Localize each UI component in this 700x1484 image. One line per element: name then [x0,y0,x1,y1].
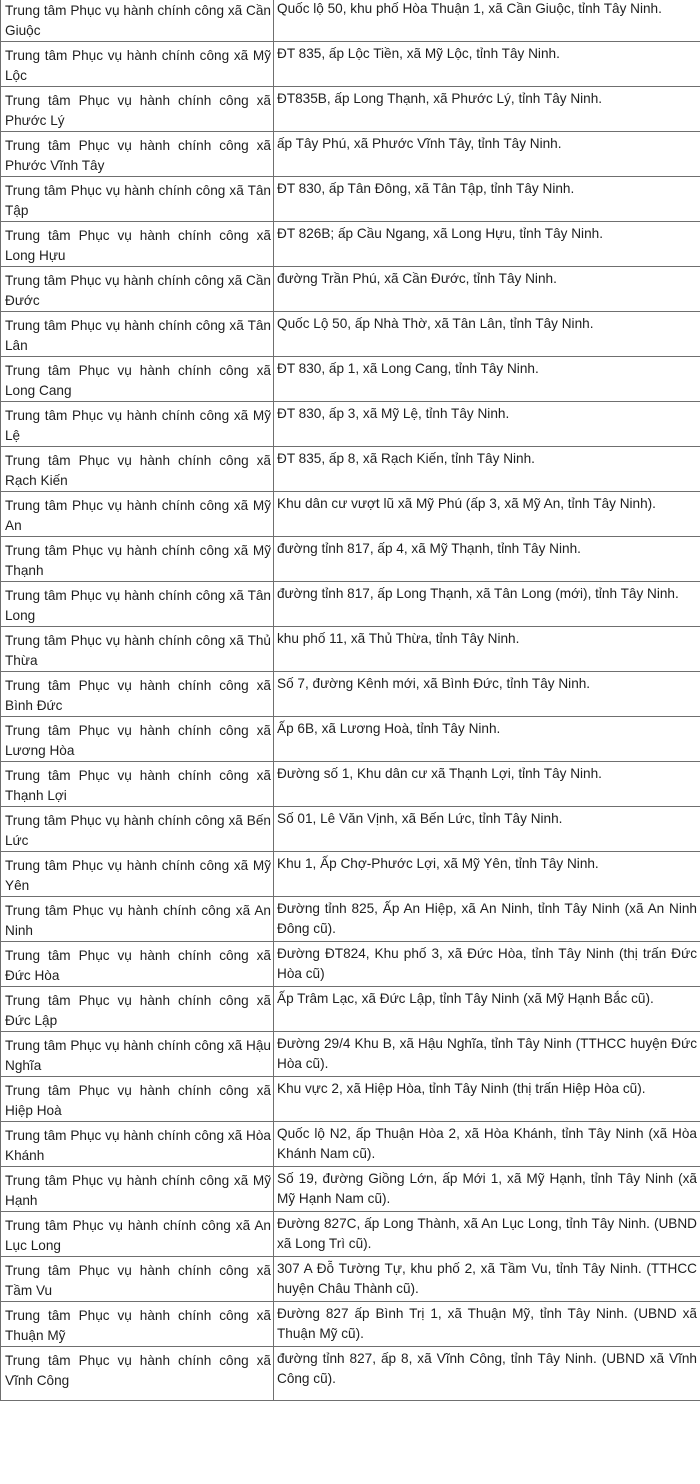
address-cell: ĐT 830, ấp 1, xã Long Cang, tỉnh Tây Ninh. [274,357,700,402]
office-name-cell: Trung tâm Phục vụ hành chính công xã An Ninh [1,897,274,942]
address-cell: Khu dân cư vượt lũ xã Mỹ Phú (ấp 3, xã Mỹ An, tỉnh Tây Ninh). [274,492,700,537]
office-name-cell: Trung tâm Phục vụ hành chính công xã Hiệp Hoà [1,1077,274,1122]
table-row [1,1302,700,1347]
office-name-cell: Trung tâm Phục vụ hành chính công xã Hậu Nghĩa [1,1032,274,1077]
table-row [1,852,700,897]
table-row [1,1212,700,1257]
address-cell: ĐT 835, ấp Lộc Tiền, xã Mỹ Lộc, tỉnh Tây Ninh. [274,42,700,87]
office-name-cell: Trung tâm Phục vụ hành chính công xã Tân Long [1,582,274,627]
office-name-cell: Trung tâm Phục vụ hành chính công xã Vĩnh Công [1,1347,274,1401]
address-cell: Quốc Lộ 50, ấp Nhà Thờ, xã Tân Lân, tỉnh Tây Ninh. [274,312,700,357]
table-row [1,1122,700,1167]
table-row [1,402,700,447]
address-cell: khu phố 11, xã Thủ Thừa, tỉnh Tây Ninh. [274,627,700,672]
address-cell: Đường 29/4 Khu B, xã Hậu Nghĩa, tỉnh Tây Ninh (TTHCC huyện Đức Hòa cũ). [274,1032,700,1077]
table-row [1,942,700,987]
table-row [1,447,700,492]
office-name-cell: Trung tâm Phục vụ hành chính công xã Hòa Khánh [1,1122,274,1167]
table-row [1,42,700,87]
table-row [1,1032,700,1077]
address-cell: Ấp Trâm Lạc, xã Đức Lập, tỉnh Tây Ninh (xã Mỹ Hạnh Bắc cũ). [274,987,700,1032]
table-row [1,1257,700,1302]
office-name-cell: Trung tâm Phục vụ hành chính công xã Thủ Thừa [1,627,274,672]
address-cell: Khu 1, Ấp Chợ-Phước Lợi, xã Mỹ Yên, tỉnh Tây Ninh. [274,852,700,897]
address-cell: Quốc lộ 50, khu phố Hòa Thuận 1, xã Cần Giuộc, tỉnh Tây Ninh. [274,0,700,42]
office-name-cell: Trung tâm Phục vụ hành chính công xã Tân Lân [1,312,274,357]
address-cell: đường Trần Phú, xã Cần Đước, tỉnh Tây Ninh. [274,267,700,312]
table-row [1,222,700,267]
table-row [1,0,700,42]
address-cell: Số 01, Lê Văn Vịnh, xã Bến Lức, tỉnh Tây Ninh. [274,807,700,852]
address-cell: Quốc lộ N2, ấp Thuận Hòa 2, xã Hòa Khánh, tỉnh Tây Ninh (xã Hòa Khánh Nam cũ). [274,1122,700,1167]
address-cell: Đường tỉnh 825, Ấp An Hiệp, xã An Ninh, tỉnh Tây Ninh (xã An Ninh Đông cũ). [274,897,700,942]
office-name-cell: Trung tâm Phục vụ hành chính công xã Mỹ Hạnh [1,1167,274,1212]
office-name-cell: Trung tâm Phục vụ hành chính công xã Phước Lý [1,87,274,132]
address-cell: ĐT 835, ấp 8, xã Rạch Kiến, tỉnh Tây Ninh. [274,447,700,492]
table-row [1,1077,700,1122]
address-cell: 307 A Đỗ Tường Tự, khu phố 2, xã Tầm Vu, tỉnh Tây Ninh. (TTHCC huyện Châu Thành cũ). [274,1257,700,1302]
address-cell: ĐT 826B; ấp Cầu Ngang, xã Long Hựu, tỉnh Tây Ninh. [274,222,700,267]
office-name-cell: Trung tâm Phục vụ hành chính công xã Long Cang [1,357,274,402]
address-cell: ĐT 830, ấp Tân Đông, xã Tân Tập, tỉnh Tây Ninh. [274,177,700,222]
office-name-cell: Trung tâm Phục vụ hành chính công xã Mỹ Thạnh [1,537,274,582]
office-name-cell: Trung tâm Phục vụ hành chính công xã An Lục Long [1,1212,274,1257]
table-row [1,1167,700,1212]
address-cell: ấp Tây Phú, xã Phước Vĩnh Tây, tỉnh Tây Ninh. [274,132,700,177]
office-name-cell: Trung tâm Phục vụ hành chính công xã Long Hựu [1,222,274,267]
address-cell: ĐT835B, ấp Long Thạnh, xã Phước Lý, tỉnh Tây Ninh. [274,87,700,132]
address-cell: ĐT 830, ấp 3, xã Mỹ Lệ, tỉnh Tây Ninh. [274,402,700,447]
address-cell: Khu vực 2, xã Hiệp Hòa, tỉnh Tây Ninh (thị trấn Hiệp Hòa cũ). [274,1077,700,1122]
office-name-cell: Trung tâm Phục vụ hành chính công xã Phước Vĩnh Tây [1,132,274,177]
office-name-cell: Trung tâm Phục vụ hành chính công xã Lương Hòa [1,717,274,762]
address-cell: đường tỉnh 827, ấp 8, xã Vĩnh Công, tỉnh Tây Ninh. (UBND xã Vĩnh Công cũ). [274,1347,700,1401]
table-row [1,807,700,852]
address-cell: Số 19, đường Giồng Lớn, ấp Mới 1, xã Mỹ Hạnh, tỉnh Tây Ninh (xã Mỹ Hạnh Nam cũ). [274,1167,700,1212]
table-row [1,312,700,357]
office-name-cell: Trung tâm Phục vụ hành chính công xã Mỹ Lộc [1,42,274,87]
office-name-cell: Trung tâm Phục vụ hành chính công xã Thuận Mỹ [1,1302,274,1347]
table-row [1,87,700,132]
office-name-cell: Trung tâm Phục vụ hành chính công xã Thạnh Lợi [1,762,274,807]
address-cell: đường tỉnh 817, ấp 4, xã Mỹ Thạnh, tỉnh Tây Ninh. [274,537,700,582]
office-name-cell: Trung tâm Phục vụ hành chính công xã Tầm Vu [1,1257,274,1302]
table-row [1,897,700,942]
address-cell: Đường 827C, ấp Long Thành, xã An Lục Long, tỉnh Tây Ninh. (UBND xã Long Trì cũ). [274,1212,700,1257]
address-cell: đường tỉnh 817, ấp Long Thạnh, xã Tân Long (mới), tỉnh Tây Ninh. [274,582,700,627]
office-name-cell: Trung tâm Phục vụ hành chính công xã Cần Đước [1,267,274,312]
table-row [1,267,700,312]
address-cell: Số 7, đường Kênh mới, xã Bình Đức, tỉnh Tây Ninh. [274,672,700,717]
table-row [1,987,700,1032]
office-name-cell: Trung tâm Phục vụ hành chính công xã Mỹ An [1,492,274,537]
office-name-cell: Trung tâm Phục vụ hành chính công xã Cần Giuộc [1,0,274,42]
table-row [1,627,700,672]
address-cell: Đường số 1, Khu dân cư xã Thạnh Lợi, tỉnh Tây Ninh. [274,762,700,807]
table-body [1,0,700,1401]
office-name-cell: Trung tâm Phục vụ hành chính công xã Mỹ Lệ [1,402,274,447]
office-name-cell: Trung tâm Phục vụ hành chính công xã Bình Đức [1,672,274,717]
office-name-cell: Trung tâm Phục vụ hành chính công xã Mỹ Yên [1,852,274,897]
table-row [1,357,700,402]
office-name-cell: Trung tâm Phục vụ hành chính công xã Đức Hòa [1,942,274,987]
table-row [1,537,700,582]
office-name-cell: Trung tâm Phục vụ hành chính công xã Rạch Kiến [1,447,274,492]
office-name-cell: Trung tâm Phục vụ hành chính công xã Tân Tập [1,177,274,222]
address-cell: Ấp 6B, xã Lương Hoà, tỉnh Tây Ninh. [274,717,700,762]
office-name-cell: Trung tâm Phục vụ hành chính công xã Đức Lập [1,987,274,1032]
table-row [1,1347,700,1401]
table-row [1,177,700,222]
table-row [1,762,700,807]
table-row [1,132,700,177]
address-cell: Đường 827 ấp Bình Trị 1, xã Thuận Mỹ, tỉnh Tây Ninh. (UBND xã Thuận Mỹ cũ). [274,1302,700,1347]
table-row [1,717,700,762]
table-row [1,492,700,537]
table-row [1,672,700,717]
table-row [1,582,700,627]
address-cell: Đường ĐT824, Khu phố 3, xã Đức Hòa, tỉnh Tây Ninh (thị trấn Đức Hòa cũ) [274,942,700,987]
office-name-cell: Trung tâm Phục vụ hành chính công xã Bến Lức [1,807,274,852]
